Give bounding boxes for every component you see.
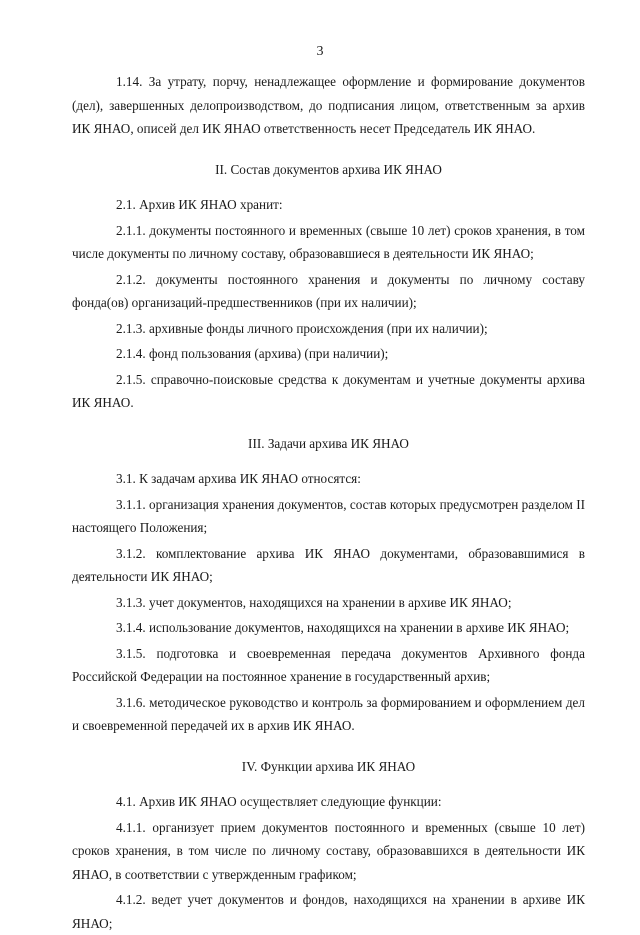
- paragraph-3-1: 3.1. К задачам архива ИК ЯНАО относятся:: [116, 471, 361, 486]
- paragraph-4-1: 4.1. Архив ИК ЯНАО осуществляет следующие функции:: [116, 794, 442, 809]
- paragraph-3-1-5: 3.1.5. подготовка и своевременная передача документов Архивного фонда Российской Федерации на постоянное хранение в государственный архив;: [72, 645, 585, 684]
- paragraph-3-1-3: 3.1.3. учет документов, находящихся на хранении в архиве ИК ЯНАО;: [116, 594, 512, 610]
- paragraph-1-14: 1.14. За утрату, порчу, ненадлежащее оформление и формирование документов (дел), завершенных делопроизводством, до подписания лицом, ответственным за архив ИК ЯНАО, описей дел ИК ЯНАО ответственность несет Председатель ИК ЯНАО.: [72, 74, 585, 136]
- paragraph-4-1-1: 4.1.1. организует прием документов постоянного и временных (свыше 10 лет) сроков хранения, в том числе по личному составу, образовавшихся в деятельности ИК ЯНАО, в соответствии с утвержденным графиком;: [72, 819, 585, 882]
- section-heading-4: IV. Функции архива ИК ЯНАО: [241, 758, 416, 774]
- paragraph-2-1-4: 2.1.4. фонд пользования (архива) (при наличии);: [116, 346, 389, 361]
- paragraph-3-1-6: 3.1.6. методическое руководство и контроль за формированием и оформлением дел и своевременной передачей их в архив ИК ЯНАО.: [72, 694, 585, 733]
- paragraph-3-1-4: 3.1.4. использование документов, находящихся на хранении в архиве ИК ЯНАО;: [116, 620, 570, 635]
- paragraph-4-1-2: 4.1.2. ведет учет документов и фондов, находящихся на хранении в архиве ИК ЯНАО;: [72, 892, 585, 931]
- paragraph-2-1-1: 2.1.1. документы постоянного и временных (свыше 10 лет) сроков хранения, в том числе документы по личному составу, образовавшиеся в деятельности ИК ЯНАО;: [72, 222, 585, 261]
- section-heading-2: II. Состав документов архива ИК ЯНАО: [215, 161, 442, 177]
- document-body: [72, 70, 585, 935]
- paragraph-2-1-3: 2.1.3. архивные фонды личного происхождения (при их наличии);: [116, 320, 488, 336]
- page-number: 3: [316, 44, 324, 59]
- paragraph-3-1-1: 3.1.1. организация хранения документов, состав которых предусмотрен разделом II настоящего Положения;: [72, 496, 585, 535]
- paragraph-2-1: 2.1. Архив ИК ЯНАО хранит:: [116, 197, 283, 212]
- paragraph-2-1-5: 2.1.5. справочно-поисковые средства к документам и учетные документы архива ИК ЯНАО.: [72, 371, 585, 410]
- paragraph-3-1-2: 3.1.2. комплектование архива ИК ЯНАО документами, образовавшимися в деятельности ИК ЯНАО;: [72, 545, 585, 584]
- section-heading-3: III. Задачи архива ИК ЯНАО: [248, 435, 409, 451]
- paragraph-2-1-2: 2.1.2. документы постоянного хранения и документы по личному составу фонда(ов) организаций-предшественников (при их наличии);: [72, 271, 585, 310]
